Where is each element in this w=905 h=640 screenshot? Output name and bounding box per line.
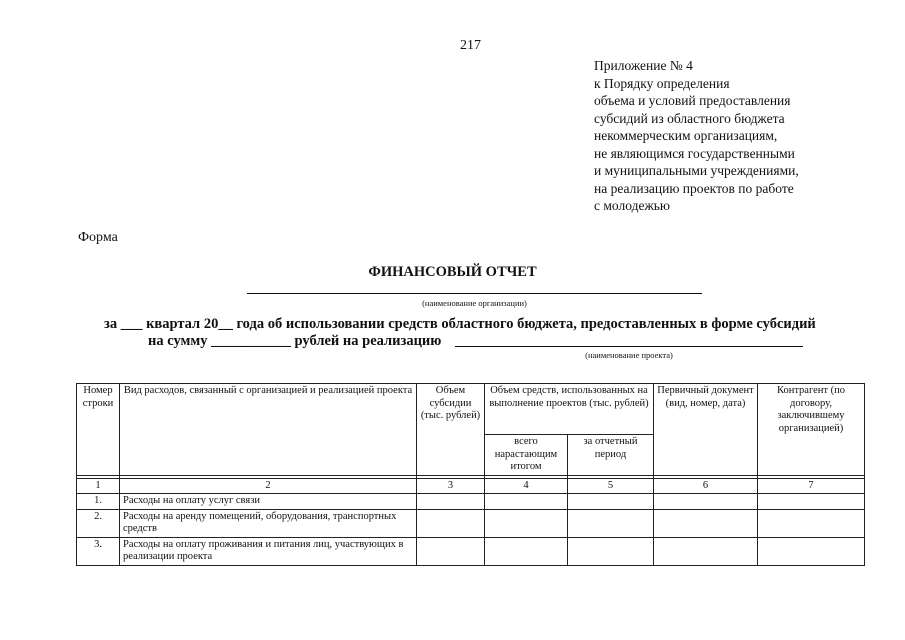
column-number: 1 — [77, 478, 120, 494]
table-row — [77, 509, 865, 537]
row-expense-text: Расходы на оплату проживания и питания лиц, участвующих в реализации проекта — [120, 537, 417, 565]
header-used-volume: Объем средств, использованных на выполнение проектов (тыс. рублей) — [485, 384, 654, 435]
appendix-line: на реализацию проектов по работе — [594, 180, 794, 196]
cell-counterparty — [758, 509, 865, 537]
header-subsidy-volume: Объем субсидии (тыс. рублей) — [417, 384, 485, 476]
cell-period — [568, 494, 654, 510]
column-number: 7 — [758, 478, 865, 494]
report-title: ФИНАНСОВЫЙ ОТЧЕТ — [368, 264, 537, 280]
cell-cumulative — [485, 537, 568, 565]
cell-period — [568, 537, 654, 565]
cell-primary-document — [654, 537, 758, 565]
financial-report-table — [76, 383, 865, 566]
cell-counterparty — [758, 494, 865, 510]
appendix-line: с молодежью — [594, 198, 671, 213]
appendix-line: объема и условий предоставления — [594, 93, 791, 108]
appendix-line: субсидий из областного бюджета — [594, 110, 785, 126]
header-counterparty: Контрагент (по договору, заключившему организацией) — [758, 384, 865, 476]
appendix-line: и муниципальными учреждениями, — [594, 163, 799, 178]
header-row-number: Номер строки — [77, 384, 120, 476]
project-caption: (наименование проекта) — [585, 350, 673, 360]
cell-counterparty — [758, 537, 865, 565]
appendix-block — [594, 57, 799, 215]
column-number: 4 — [485, 478, 568, 494]
cell-cumulative — [485, 509, 568, 537]
cell-cumulative — [485, 494, 568, 510]
row-number: 1. — [77, 494, 120, 510]
column-number-row — [77, 478, 865, 494]
header-expense-type: Вид расходов, связанный с организацией и реализацией проекта — [120, 384, 417, 476]
cell-subsidy — [417, 509, 485, 537]
column-number: 3 — [417, 478, 485, 494]
organization-caption: (наименование организации) — [422, 298, 527, 308]
appendix-line: некоммерческим организациям, — [594, 128, 778, 143]
header-primary-document: Первичный документ (вид, номер, дата) — [654, 384, 758, 476]
header-cumulative: всего нарастающим итогом — [485, 435, 568, 476]
row-number: 2. — [77, 509, 120, 537]
project-name-line — [455, 346, 803, 347]
report-period-line: за ___ квартал 20__ года об использовании средств областного бюджета, предоставленных в форме субсидий — [104, 316, 816, 332]
appendix-line: к Порядку определения — [594, 75, 730, 91]
report-amount-line: на сумму ___________ рублей на реализацию — [148, 333, 442, 349]
cell-primary-document — [654, 494, 758, 510]
table-row — [77, 537, 865, 565]
row-expense-text: Расходы на оплату услуг связи — [120, 494, 417, 510]
column-number: 5 — [568, 478, 654, 494]
cell-period — [568, 509, 654, 537]
cell-subsidy — [417, 494, 485, 510]
page-number: 217 — [460, 38, 481, 53]
table-header-row — [77, 384, 865, 435]
cell-subsidy — [417, 537, 485, 565]
row-number: 3. — [77, 537, 120, 565]
organization-name-line — [247, 293, 702, 294]
row-expense-text: Расходы на аренду помещений, оборудования, транспортных средств — [120, 509, 417, 537]
table-row — [77, 494, 865, 510]
cell-primary-document — [654, 509, 758, 537]
appendix-line: Приложение № 4 — [594, 58, 693, 73]
form-label: Форма — [78, 230, 118, 245]
header-reporting-period: за отчетный период — [568, 435, 654, 476]
appendix-line: не являющимся государственными — [594, 145, 795, 161]
column-number: 6 — [654, 478, 758, 494]
column-number: 2 — [120, 478, 417, 494]
